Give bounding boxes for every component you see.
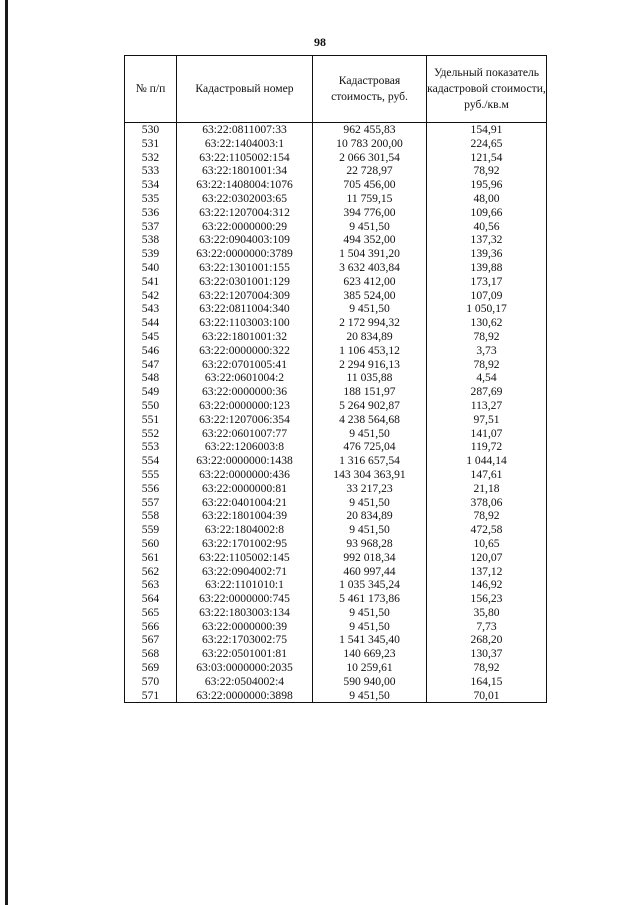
table-header-row — [125, 56, 547, 123]
row-number: 554 — [125, 454, 177, 468]
cadastral-cost: 705 456,00 — [313, 178, 427, 192]
specific-cost: 1 044,14 — [427, 454, 547, 468]
table-row — [125, 661, 547, 675]
table-row — [125, 123, 547, 137]
cadastral-number: 63:22:1404003:1 — [177, 137, 313, 151]
table-row — [125, 261, 547, 275]
table-body — [125, 123, 547, 703]
cadastral-number: 63:22:1801001:32 — [177, 330, 313, 344]
table-row — [125, 151, 547, 165]
row-number: 566 — [125, 620, 177, 634]
cadastral-cost: 1 106 453,12 — [313, 344, 427, 358]
cadastral-number: 63:22:0302003:65 — [177, 192, 313, 206]
cadastral-cost: 9 451,50 — [313, 302, 427, 316]
cadastral-number: 63:22:0000000:81 — [177, 482, 313, 496]
row-number: 531 — [125, 137, 177, 151]
table-row — [125, 468, 547, 482]
cadastral-number: 63:22:0904002:71 — [177, 565, 313, 579]
cadastral-number: 63:03:0000000:2035 — [177, 661, 313, 675]
specific-cost: 107,09 — [427, 289, 547, 303]
page-number: 98 — [314, 35, 326, 49]
table-row — [125, 385, 547, 399]
cadastral-cost: 93 968,28 — [313, 537, 427, 551]
table-row — [125, 482, 547, 496]
table-row — [125, 551, 547, 565]
specific-cost: 78,92 — [427, 661, 547, 675]
cadastral-cost: 623 412,00 — [313, 275, 427, 289]
cadastral-number: 63:22:0904003:109 — [177, 233, 313, 247]
specific-cost: 113,27 — [427, 399, 547, 413]
table-row — [125, 633, 547, 647]
cadastral-cost: 9 451,50 — [313, 689, 427, 703]
row-number: 532 — [125, 151, 177, 165]
cadastral-number: 63:22:1207006:354 — [177, 413, 313, 427]
cadastral-number: 63:22:1206003:8 — [177, 440, 313, 454]
specific-cost: 130,62 — [427, 316, 547, 330]
table-row — [125, 620, 547, 634]
table-row — [125, 164, 547, 178]
table-row — [125, 220, 547, 234]
table-row — [125, 137, 547, 151]
specific-cost: 137,12 — [427, 565, 547, 579]
cadastral-cost: 143 304 363,91 — [313, 468, 427, 482]
row-number: 548 — [125, 371, 177, 385]
cadastral-cost: 11 035,88 — [313, 371, 427, 385]
specific-cost: 378,06 — [427, 496, 547, 510]
cadastral-number: 63:22:1803003:134 — [177, 606, 313, 620]
table-row — [125, 233, 547, 247]
table-row — [125, 592, 547, 606]
cadastral-number: 63:22:0501001:81 — [177, 647, 313, 661]
table-row — [125, 427, 547, 441]
specific-cost: 119,72 — [427, 440, 547, 454]
cadastral-cost: 20 834,89 — [313, 509, 427, 523]
cadastral-cost: 5 461 173,86 — [313, 592, 427, 606]
table-row — [125, 247, 547, 261]
cadastral-cost: 1 541 345,40 — [313, 633, 427, 647]
cadastral-cost: 1 316 657,54 — [313, 454, 427, 468]
row-number: 537 — [125, 220, 177, 234]
cadastral-cost: 9 451,50 — [313, 220, 427, 234]
cadastral-cost: 11 759,15 — [313, 192, 427, 206]
row-number: 540 — [125, 261, 177, 275]
cadastral-number: 63:22:0601007:77 — [177, 427, 313, 441]
specific-cost: 472,58 — [427, 523, 547, 537]
row-number: 565 — [125, 606, 177, 620]
row-number: 538 — [125, 233, 177, 247]
cadastral-number: 63:22:1101010:1 — [177, 578, 313, 592]
cadastral-cost: 20 834,89 — [313, 330, 427, 344]
row-number: 552 — [125, 427, 177, 441]
row-number: 559 — [125, 523, 177, 537]
cadastral-cost: 9 451,50 — [313, 620, 427, 634]
cadastral-cost: 9 451,50 — [313, 523, 427, 537]
table-row — [125, 192, 547, 206]
specific-cost: 164,15 — [427, 675, 547, 689]
table-row — [125, 523, 547, 537]
table-row — [125, 289, 547, 303]
cadastral-number: 63:22:1408004:1076 — [177, 178, 313, 192]
cadastral-number: 63:22:0701005:41 — [177, 358, 313, 372]
header-num: № п/п — [125, 56, 177, 123]
specific-cost: 4,54 — [427, 371, 547, 385]
cadastral-cost: 385 524,00 — [313, 289, 427, 303]
cadastral-number: 63:22:0811007:33 — [177, 123, 313, 137]
specific-cost: 78,92 — [427, 509, 547, 523]
cadastral-number: 63:22:1804002:8 — [177, 523, 313, 537]
cadastral-cost: 9 451,50 — [313, 427, 427, 441]
header-cadastral-number: Кадастровый номер — [177, 56, 313, 123]
cadastral-number: 63:22:0000000:39 — [177, 620, 313, 634]
cadastral-cost: 1 504 391,20 — [313, 247, 427, 261]
cadastral-number: 63:22:1801004:39 — [177, 509, 313, 523]
table-row — [125, 275, 547, 289]
cadastral-number: 63:22:1207004:309 — [177, 289, 313, 303]
specific-cost: 156,23 — [427, 592, 547, 606]
cadastral-cost: 2 294 916,13 — [313, 358, 427, 372]
specific-cost: 195,96 — [427, 178, 547, 192]
cadastral-cost: 460 997,44 — [313, 565, 427, 579]
cadastral-number: 63:22:1105002:145 — [177, 551, 313, 565]
cadastral-number: 63:22:0000000:123 — [177, 399, 313, 413]
specific-cost: 1 050,17 — [427, 302, 547, 316]
specific-cost: 268,20 — [427, 633, 547, 647]
specific-cost: 109,66 — [427, 206, 547, 220]
specific-cost: 141,07 — [427, 427, 547, 441]
cadastral-cost: 22 728,97 — [313, 164, 427, 178]
header-specific-cost: Удельный показатель кадастровой стоимости, руб./кв.м — [427, 56, 547, 123]
row-number: 560 — [125, 537, 177, 551]
row-number: 547 — [125, 358, 177, 372]
cadastral-cost: 140 669,23 — [313, 647, 427, 661]
row-number: 571 — [125, 689, 177, 703]
cadastral-number: 63:22:1207004:312 — [177, 206, 313, 220]
row-number: 555 — [125, 468, 177, 482]
cadastral-number: 63:22:0811004:340 — [177, 302, 313, 316]
row-number: 568 — [125, 647, 177, 661]
cadastral-cost: 10 259,61 — [313, 661, 427, 675]
specific-cost: 147,61 — [427, 468, 547, 482]
cadastral-cost: 476 725,04 — [313, 440, 427, 454]
table-row — [125, 399, 547, 413]
cadastral-number: 63:22:0000000:322 — [177, 344, 313, 358]
cadastral-number: 63:22:0000000:436 — [177, 468, 313, 482]
cadastral-cost: 9 451,50 — [313, 496, 427, 510]
cadastral-number: 63:22:1703002:75 — [177, 633, 313, 647]
cadastral-cost: 962 455,83 — [313, 123, 427, 137]
cadastral-number: 63:22:1103003:100 — [177, 316, 313, 330]
specific-cost: 70,01 — [427, 689, 547, 703]
table-row — [125, 178, 547, 192]
row-number: 544 — [125, 316, 177, 330]
specific-cost: 139,36 — [427, 247, 547, 261]
cadastral-number: 63:22:0000000:1438 — [177, 454, 313, 468]
cadastral-number: 63:22:0000000:3789 — [177, 247, 313, 261]
row-number: 533 — [125, 164, 177, 178]
row-number: 557 — [125, 496, 177, 510]
specific-cost: 21,18 — [427, 482, 547, 496]
specific-cost: 48,00 — [427, 192, 547, 206]
row-number: 569 — [125, 661, 177, 675]
row-number: 556 — [125, 482, 177, 496]
table-row — [125, 675, 547, 689]
row-number: 534 — [125, 178, 177, 192]
table-row — [125, 371, 547, 385]
table-row — [125, 496, 547, 510]
row-number: 567 — [125, 633, 177, 647]
cadastral-number: 63:22:0000000:36 — [177, 385, 313, 399]
row-number: 541 — [125, 275, 177, 289]
table-row — [125, 537, 547, 551]
table-row — [125, 565, 547, 579]
cadastral-cost: 10 783 200,00 — [313, 137, 427, 151]
cadastral-number: 63:22:1105002:154 — [177, 151, 313, 165]
cadastral-table — [124, 55, 547, 703]
cadastral-number: 63:22:1701002:95 — [177, 537, 313, 551]
cadastral-number: 63:22:0601004:2 — [177, 371, 313, 385]
cadastral-cost: 2 172 994,32 — [313, 316, 427, 330]
cadastral-cost: 1 035 345,24 — [313, 578, 427, 592]
specific-cost: 173,17 — [427, 275, 547, 289]
row-number: 551 — [125, 413, 177, 427]
row-number: 553 — [125, 440, 177, 454]
cadastral-cost: 4 238 564,68 — [313, 413, 427, 427]
row-number: 558 — [125, 509, 177, 523]
cadastral-cost: 2 066 301,54 — [313, 151, 427, 165]
table-row — [125, 454, 547, 468]
cadastral-cost: 9 451,50 — [313, 606, 427, 620]
specific-cost: 78,92 — [427, 164, 547, 178]
table-row — [125, 358, 547, 372]
table-row — [125, 330, 547, 344]
specific-cost: 78,92 — [427, 358, 547, 372]
specific-cost: 7,73 — [427, 620, 547, 634]
specific-cost: 154,91 — [427, 123, 547, 137]
row-number: 545 — [125, 330, 177, 344]
table-row — [125, 440, 547, 454]
specific-cost: 146,92 — [427, 578, 547, 592]
specific-cost: 121,54 — [427, 151, 547, 165]
table-row — [125, 316, 547, 330]
specific-cost: 35,80 — [427, 606, 547, 620]
specific-cost: 78,92 — [427, 330, 547, 344]
specific-cost: 287,69 — [427, 385, 547, 399]
specific-cost: 10,65 — [427, 537, 547, 551]
table-row — [125, 606, 547, 620]
specific-cost: 139,88 — [427, 261, 547, 275]
row-number: 542 — [125, 289, 177, 303]
cadastral-cost: 394 776,00 — [313, 206, 427, 220]
cadastral-cost: 5 264 902,87 — [313, 399, 427, 413]
specific-cost: 97,51 — [427, 413, 547, 427]
cadastral-number: 63:22:0000000:3898 — [177, 689, 313, 703]
table-row — [125, 206, 547, 220]
row-number: 549 — [125, 385, 177, 399]
row-number: 539 — [125, 247, 177, 261]
row-number: 564 — [125, 592, 177, 606]
table-row — [125, 689, 547, 703]
row-number: 561 — [125, 551, 177, 565]
row-number: 570 — [125, 675, 177, 689]
table-row — [125, 647, 547, 661]
cadastral-number: 63:22:0000000:29 — [177, 220, 313, 234]
table-row — [125, 302, 547, 316]
specific-cost: 137,32 — [427, 233, 547, 247]
cadastral-number: 63:22:1301001:155 — [177, 261, 313, 275]
specific-cost: 3,73 — [427, 344, 547, 358]
cadastral-number: 63:22:0301001:129 — [177, 275, 313, 289]
table-row — [125, 413, 547, 427]
cadastral-cost: 33 217,23 — [313, 482, 427, 496]
cadastral-cost: 494 352,00 — [313, 233, 427, 247]
cadastral-cost: 590 940,00 — [313, 675, 427, 689]
cadastral-cost: 992 018,34 — [313, 551, 427, 565]
specific-cost: 130,37 — [427, 647, 547, 661]
table-row — [125, 578, 547, 592]
row-number: 563 — [125, 578, 177, 592]
cadastral-cost: 3 632 403,84 — [313, 261, 427, 275]
row-number: 550 — [125, 399, 177, 413]
row-number: 546 — [125, 344, 177, 358]
cadastral-number: 63:22:0401004:21 — [177, 496, 313, 510]
specific-cost: 224,65 — [427, 137, 547, 151]
page-edge-line — [5, 0, 8, 905]
row-number: 536 — [125, 206, 177, 220]
specific-cost: 120,07 — [427, 551, 547, 565]
row-number: 562 — [125, 565, 177, 579]
row-number: 543 — [125, 302, 177, 316]
cadastral-number: 63:22:0504002:4 — [177, 675, 313, 689]
specific-cost: 40,56 — [427, 220, 547, 234]
header-cadastral-cost: Кадастровая стоимость, руб. — [313, 56, 427, 123]
table-row — [125, 509, 547, 523]
cadastral-number: 63:22:1801001:34 — [177, 164, 313, 178]
row-number: 530 — [125, 123, 177, 137]
cadastral-number: 63:22:0000000:745 — [177, 592, 313, 606]
cadastral-cost: 188 151,97 — [313, 385, 427, 399]
table-row — [125, 344, 547, 358]
row-number: 535 — [125, 192, 177, 206]
